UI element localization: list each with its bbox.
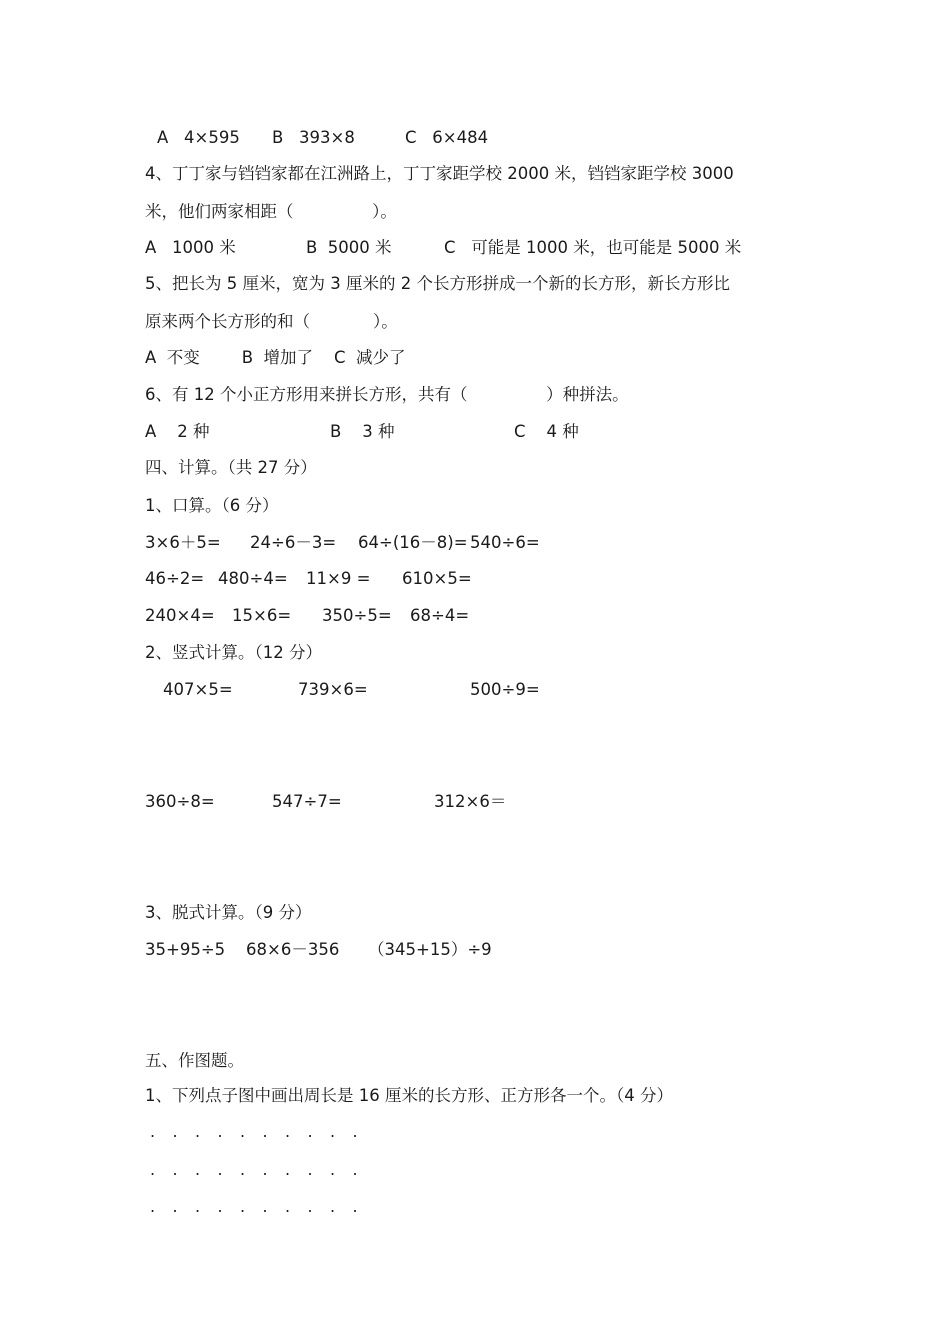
- grid-dot: .: [285, 1122, 291, 1141]
- section5-title: 五、作图题。: [145, 1051, 244, 1070]
- grid-dot: .: [307, 1197, 313, 1216]
- grid-dot: .: [217, 1160, 223, 1179]
- grid-dot: .: [217, 1122, 223, 1141]
- q4-option-c: C 可能是 1000 米，也可能是 5000 米: [444, 238, 742, 257]
- vertical-problem: 360÷8=: [145, 792, 215, 811]
- grid-dot: .: [307, 1160, 313, 1179]
- oral-problem: 610×5=: [402, 569, 472, 588]
- grid-dot: .: [172, 1197, 178, 1216]
- grid-dot: .: [330, 1122, 336, 1141]
- grid-dot: .: [150, 1122, 156, 1141]
- grid-dot: .: [172, 1122, 178, 1141]
- grid-dot: .: [262, 1122, 268, 1141]
- grid-dot: .: [195, 1160, 201, 1179]
- grid-dot: .: [150, 1197, 156, 1216]
- stepwise-problem: （345+15）÷9: [368, 940, 492, 959]
- drawing-task-title: 1、下列点子图中画出周长是 16 厘米的长方形、正方形各一个。（4 分）: [145, 1086, 673, 1105]
- grid-dot: .: [240, 1160, 246, 1179]
- q3-option-a: A 4×595: [157, 128, 240, 147]
- vertical-problem: 739×6=: [298, 680, 368, 699]
- grid-dot: .: [285, 1160, 291, 1179]
- vertical-problem: 500÷9=: [470, 680, 540, 699]
- oral-problem: 3×6＋5=: [145, 533, 221, 552]
- oral-problem: 540÷6=: [470, 533, 540, 552]
- q4-option-a: A 1000 米: [145, 238, 236, 257]
- oral-problem: 64÷(16－8)=: [358, 533, 468, 552]
- grid-dot: .: [352, 1197, 358, 1216]
- dot-grid-row: [150, 1122, 375, 1141]
- grid-dot: .: [330, 1160, 336, 1179]
- stepwise-problem: 35+95÷5: [145, 940, 226, 959]
- grid-dot: .: [352, 1160, 358, 1179]
- oral-problem: 350÷5=: [322, 606, 392, 625]
- grid-dot: .: [195, 1122, 201, 1141]
- grid-dot: .: [240, 1197, 246, 1216]
- stepwise-problem: 68×6－356: [246, 940, 340, 959]
- oral-problem: 24÷6－3=: [250, 533, 337, 552]
- q6-option-a: A 2 种: [145, 422, 210, 441]
- oral-problem: 68÷4=: [410, 606, 470, 625]
- grid-dot: .: [262, 1197, 268, 1216]
- q4-text-line1: 4、丁丁家与铛铛家都在江洲路上，丁丁家距学校 2000 米，铛铛家距学校 3000: [145, 164, 734, 183]
- oral-problem: 15×6=: [232, 606, 292, 625]
- vertical-problem: 312×6＝: [434, 792, 507, 811]
- vertical-problem: 407×5=: [163, 680, 233, 699]
- vertical-problem: 547÷7=: [272, 792, 342, 811]
- grid-dot: .: [150, 1160, 156, 1179]
- q6-option-b: B 3 种: [330, 422, 395, 441]
- grid-dot: .: [240, 1122, 246, 1141]
- q5-text-line2: 原来两个长方形的和（ ）。: [145, 312, 398, 331]
- q4-option-b: B 5000 米: [306, 238, 392, 257]
- q6-option-c: C 4 种: [514, 422, 579, 441]
- grid-dot: .: [285, 1197, 291, 1216]
- q4-text-line2: 米，他们两家相距（ ）。: [145, 202, 397, 221]
- grid-dot: .: [262, 1160, 268, 1179]
- grid-dot: .: [352, 1122, 358, 1141]
- q5-options: A 不变 B 增加了 C 减少了: [145, 348, 406, 367]
- stepwise-calc-title: 3、脱式计算。（9 分）: [145, 903, 312, 922]
- oral-problem: 46÷2=: [145, 569, 205, 588]
- grid-dot: .: [217, 1197, 223, 1216]
- dot-grid-row: [150, 1160, 375, 1179]
- oral-calc-title: 1、口算。（6 分）: [145, 496, 279, 515]
- grid-dot: .: [195, 1197, 201, 1216]
- vertical-calc-title: 2、竖式计算。（12 分）: [145, 643, 322, 662]
- q6-text: 6、有 12 个小正方形用来拼长方形，共有（ ）种拼法。: [145, 385, 629, 404]
- oral-problem: 240×4=: [145, 606, 215, 625]
- grid-dot: .: [307, 1122, 313, 1141]
- dot-grid-row: [150, 1197, 375, 1216]
- q3-option-c: C 6×484: [405, 128, 489, 147]
- oral-problem: 11×9 =: [306, 569, 371, 588]
- grid-dot: .: [172, 1160, 178, 1179]
- grid-dot: .: [330, 1197, 336, 1216]
- q5-text-line1: 5、把长为 5 厘米，宽为 3 厘米的 2 个长方形拼成一个新的长方形，新长方形比: [145, 274, 730, 293]
- oral-problem: 480÷4=: [218, 569, 288, 588]
- q3-option-b: B 393×8: [272, 128, 355, 147]
- section4-title: 四、计算。（共 27 分）: [145, 458, 317, 477]
